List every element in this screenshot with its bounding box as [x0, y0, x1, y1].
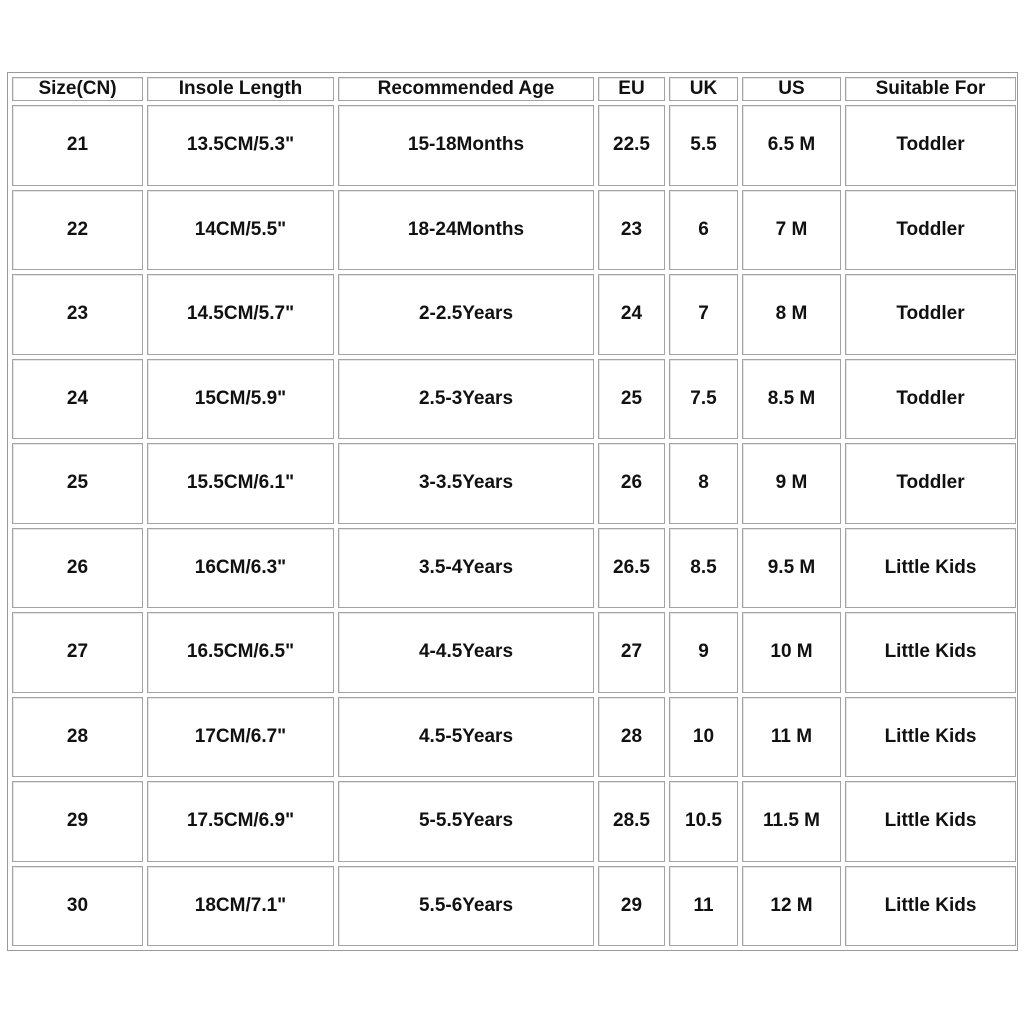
cell-size-cn: 23: [12, 274, 143, 355]
cell-suitable-for: Toddler: [845, 274, 1016, 355]
cell-recommended-age: 5-5.5Years: [338, 781, 594, 862]
cell-eu: 25: [598, 359, 665, 440]
table-row: [12, 274, 1016, 355]
cell-uk: 7.5: [669, 359, 738, 440]
header-insole-length: Insole Length: [147, 77, 334, 101]
cell-insole-length: 15.5CM/6.1": [147, 443, 334, 524]
cell-uk: 8.5: [669, 528, 738, 609]
cell-us: 8.5 M: [742, 359, 841, 440]
cell-eu: 27: [598, 612, 665, 693]
cell-suitable-for: Toddler: [845, 443, 1016, 524]
table-row: [12, 190, 1016, 271]
cell-size-cn: 22: [12, 190, 143, 271]
table-row: [12, 781, 1016, 862]
cell-insole-length: 16CM/6.3": [147, 528, 334, 609]
cell-uk: 9: [669, 612, 738, 693]
cell-size-cn: 27: [12, 612, 143, 693]
cell-suitable-for: Toddler: [845, 105, 1016, 186]
cell-us: 9 M: [742, 443, 841, 524]
cell-us: 12 M: [742, 866, 841, 947]
cell-size-cn: 30: [12, 866, 143, 947]
cell-eu: 28: [598, 697, 665, 778]
cell-suitable-for: Little Kids: [845, 781, 1016, 862]
cell-suitable-for: Toddler: [845, 190, 1016, 271]
cell-uk: 6: [669, 190, 738, 271]
cell-eu: 22.5: [598, 105, 665, 186]
table-row: [12, 528, 1016, 609]
cell-uk: 10: [669, 697, 738, 778]
table-row: [12, 105, 1016, 186]
cell-eu: 28.5: [598, 781, 665, 862]
cell-recommended-age: 15-18Months: [338, 105, 594, 186]
cell-insole-length: 18CM/7.1": [147, 866, 334, 947]
size-chart-frame: [7, 72, 1018, 951]
header-row: [12, 77, 1016, 101]
cell-eu: 24: [598, 274, 665, 355]
cell-uk: 7: [669, 274, 738, 355]
cell-us: 11.5 M: [742, 781, 841, 862]
cell-uk: 8: [669, 443, 738, 524]
header-recommended-age: Recommended Age: [338, 77, 594, 101]
cell-suitable-for: Little Kids: [845, 866, 1016, 947]
cell-insole-length: 16.5CM/6.5": [147, 612, 334, 693]
cell-eu: 26.5: [598, 528, 665, 609]
cell-us: 10 M: [742, 612, 841, 693]
table-row: [12, 443, 1016, 524]
cell-insole-length: 14.5CM/5.7": [147, 274, 334, 355]
header-us: US: [742, 77, 841, 101]
cell-recommended-age: 2.5-3Years: [338, 359, 594, 440]
cell-us: 11 M: [742, 697, 841, 778]
cell-recommended-age: 4-4.5Years: [338, 612, 594, 693]
cell-size-cn: 21: [12, 105, 143, 186]
cell-uk: 10.5: [669, 781, 738, 862]
cell-eu: 29: [598, 866, 665, 947]
cell-recommended-age: 18-24Months: [338, 190, 594, 271]
table-row: [12, 866, 1016, 947]
size-chart-table: [8, 73, 1020, 950]
cell-suitable-for: Little Kids: [845, 528, 1016, 609]
cell-recommended-age: 3.5-4Years: [338, 528, 594, 609]
cell-suitable-for: Toddler: [845, 359, 1016, 440]
cell-suitable-for: Little Kids: [845, 697, 1016, 778]
cell-recommended-age: 5.5-6Years: [338, 866, 594, 947]
cell-us: 6.5 M: [742, 105, 841, 186]
header-uk: UK: [669, 77, 738, 101]
table-row: [12, 359, 1016, 440]
cell-insole-length: 17.5CM/6.9": [147, 781, 334, 862]
cell-recommended-age: 3-3.5Years: [338, 443, 594, 524]
cell-insole-length: 15CM/5.9": [147, 359, 334, 440]
cell-size-cn: 24: [12, 359, 143, 440]
cell-size-cn: 29: [12, 781, 143, 862]
cell-size-cn: 28: [12, 697, 143, 778]
table-row: [12, 697, 1016, 778]
cell-recommended-age: 2-2.5Years: [338, 274, 594, 355]
cell-insole-length: 13.5CM/5.3": [147, 105, 334, 186]
header-size-cn: Size(CN): [12, 77, 143, 101]
header-suitable-for: Suitable For: [845, 77, 1016, 101]
cell-insole-length: 14CM/5.5": [147, 190, 334, 271]
cell-us: 9.5 M: [742, 528, 841, 609]
header-eu: EU: [598, 77, 665, 101]
cell-insole-length: 17CM/6.7": [147, 697, 334, 778]
cell-eu: 26: [598, 443, 665, 524]
cell-size-cn: 26: [12, 528, 143, 609]
cell-us: 8 M: [742, 274, 841, 355]
cell-uk: 11: [669, 866, 738, 947]
table-row: [12, 612, 1016, 693]
cell-size-cn: 25: [12, 443, 143, 524]
cell-us: 7 M: [742, 190, 841, 271]
cell-eu: 23: [598, 190, 665, 271]
cell-uk: 5.5: [669, 105, 738, 186]
cell-recommended-age: 4.5-5Years: [338, 697, 594, 778]
cell-suitable-for: Little Kids: [845, 612, 1016, 693]
